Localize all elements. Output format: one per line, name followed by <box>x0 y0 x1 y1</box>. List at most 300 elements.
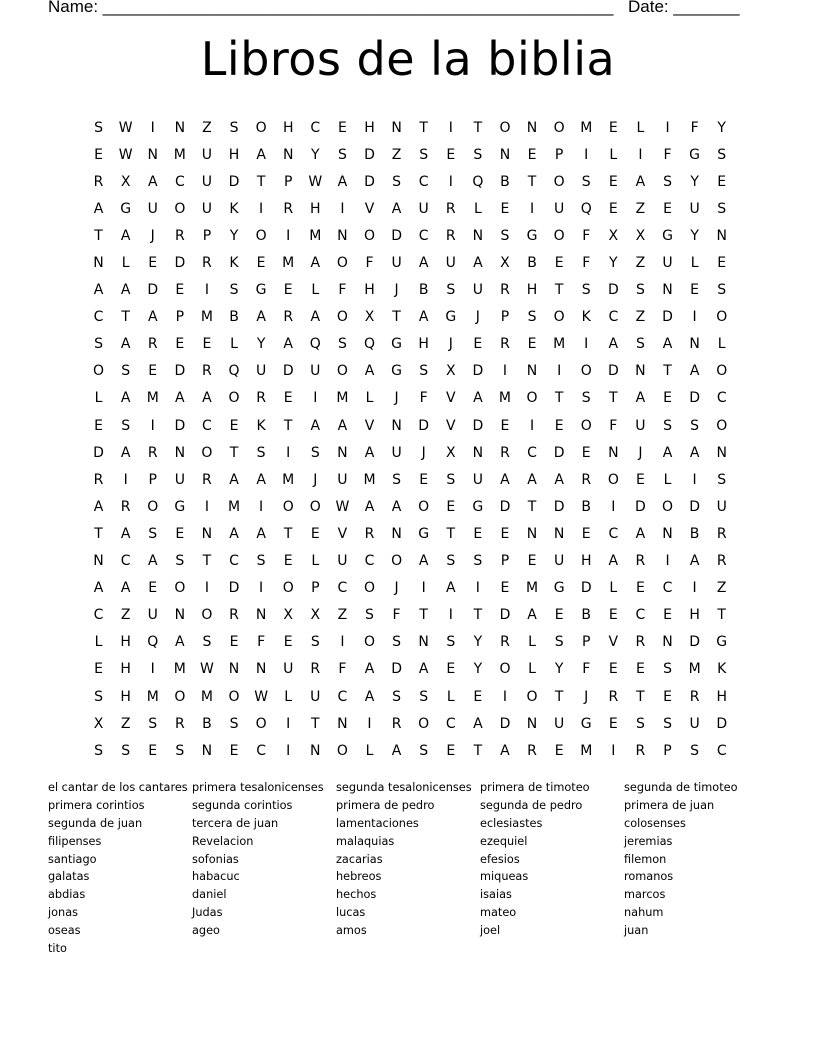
grid-letter: E <box>175 525 185 542</box>
grid-letter: U <box>391 444 402 461</box>
grid-letter: O <box>255 715 267 732</box>
grid-letter: W <box>118 119 133 136</box>
grid-letter: H <box>580 553 592 570</box>
grid-letter: Q <box>472 173 484 190</box>
grid-letter: O <box>580 417 592 434</box>
grid-letter: N <box>201 525 213 542</box>
grid-letter: J <box>475 309 480 326</box>
grid-letter: C <box>337 688 348 705</box>
grid-letter: N <box>662 634 673 651</box>
grid-letter: M <box>173 661 186 678</box>
grid-letter: E <box>310 525 320 542</box>
grid-letter: A <box>364 688 375 705</box>
grid-letter: O <box>174 200 186 217</box>
grid-letter: A <box>662 444 673 461</box>
grid-letter: A <box>93 580 104 597</box>
grid-letter: N <box>526 525 538 542</box>
grid-letter: O <box>716 417 728 434</box>
grid-letter: N <box>716 444 727 461</box>
grid-letter: S <box>94 336 103 353</box>
grid-letter: N <box>499 146 511 163</box>
grid-letter: S <box>663 173 672 190</box>
grid-letter: L <box>528 661 536 678</box>
name-field-label: Name: ______________________________________________________ <box>48 0 614 16</box>
grid-letter: O <box>147 498 159 515</box>
grid-letter: I <box>204 580 209 597</box>
grid-letter: A <box>500 471 510 488</box>
grid-letter: I <box>204 282 209 299</box>
grid-letter: E <box>229 742 239 759</box>
grid-letter: I <box>286 227 291 244</box>
grid-letter: G <box>580 715 592 732</box>
grid-letter: A <box>364 661 375 678</box>
grid-letter: N <box>526 715 538 732</box>
grid-letter: M <box>146 390 159 407</box>
grid-letter: E <box>554 607 564 624</box>
grid-letter: E <box>500 580 510 597</box>
page-title: Libros de la biblia <box>200 32 616 86</box>
grid-letter: I <box>475 580 480 597</box>
grid-letter: E <box>608 173 618 190</box>
grid-letter: T <box>527 498 537 515</box>
grid-letter: E <box>608 200 618 217</box>
grid-letter: S <box>229 119 239 136</box>
grid-letter: E <box>473 336 483 353</box>
grid-letter: R <box>256 390 266 407</box>
grid-letter: U <box>445 255 456 272</box>
grid-letter: A <box>635 173 646 190</box>
grid-letter: O <box>174 580 186 597</box>
word-list-item: daniel <box>192 888 227 902</box>
grid-letter: I <box>150 661 155 678</box>
grid-letter: O <box>553 173 565 190</box>
grid-letter: U <box>472 282 483 299</box>
grid-letter: C <box>202 417 212 434</box>
grid-letter: S <box>717 282 727 299</box>
grid-letter: D <box>716 715 728 732</box>
grid-letter: S <box>690 742 700 759</box>
grid-letter: I <box>448 119 453 136</box>
grid-letter: H <box>689 607 700 624</box>
grid-letter: Y <box>473 661 483 678</box>
grid-letter: S <box>663 417 672 434</box>
grid-letter: E <box>500 525 510 542</box>
grid-letter: M <box>363 471 376 488</box>
word-list-item: primera de juan <box>624 798 715 812</box>
grid-letter: R <box>310 661 321 678</box>
grid-letter: S <box>121 417 131 434</box>
grid-letter: S <box>717 200 727 217</box>
grid-letter: A <box>120 227 131 244</box>
grid-letter: Z <box>716 580 727 597</box>
grid-letter: V <box>445 390 456 407</box>
word-list-item: Revelacion <box>192 834 254 848</box>
grid-letter: E <box>283 282 293 299</box>
grid-letter: Q <box>147 634 159 651</box>
grid-letter: R <box>120 498 131 515</box>
grid-letter: D <box>662 309 673 326</box>
grid-letter: N <box>174 444 186 461</box>
grid-letter: D <box>174 363 186 380</box>
grid-letter: C <box>445 715 456 732</box>
grid-letter: A <box>527 607 537 624</box>
grid-letter: S <box>635 715 645 732</box>
grid-letter: D <box>635 498 646 515</box>
grid-letter: D <box>499 498 511 515</box>
grid-letter: D <box>499 715 511 732</box>
grid-letter: I <box>259 498 264 515</box>
grid-letter: G <box>418 525 430 542</box>
grid-letter: T <box>419 119 428 136</box>
grid-letter: S <box>121 363 131 380</box>
grid-letter: H <box>120 688 131 705</box>
word-list-item: romanos <box>624 870 674 884</box>
grid-letter: I <box>557 363 562 380</box>
grid-letter: B <box>500 173 510 190</box>
grid-letter: A <box>256 471 266 488</box>
grid-letter: X <box>445 444 456 461</box>
grid-letter: O <box>363 634 375 651</box>
grid-letter: T <box>121 309 130 326</box>
grid-letter: A <box>364 498 375 515</box>
grid-letter: A <box>689 363 700 380</box>
grid-letter: N <box>255 607 267 624</box>
grid-letter: D <box>228 173 240 190</box>
grid-letter: S <box>392 173 402 190</box>
grid-letter: U <box>147 607 158 624</box>
grid-letter: P <box>311 580 320 597</box>
grid-letter: W <box>118 146 133 163</box>
grid-letter: D <box>553 444 565 461</box>
grid-letter: E <box>283 390 293 407</box>
grid-letter: E <box>608 661 618 678</box>
header <box>48 0 740 17</box>
grid-letter: M <box>146 688 159 705</box>
grid-letter: E <box>527 553 537 570</box>
grid-letter: E <box>554 255 564 272</box>
grid-letter: O <box>282 498 294 515</box>
grid-letter: P <box>500 553 510 570</box>
grid-letter: O <box>716 363 728 380</box>
grid-letter: D <box>607 363 619 380</box>
word-list-item: Judas <box>192 906 223 920</box>
grid-letter: M <box>200 688 213 705</box>
grid-letter: I <box>286 715 291 732</box>
grid-letter: R <box>391 715 402 732</box>
grid-letter: Y <box>256 336 266 353</box>
grid-letter: N <box>526 363 538 380</box>
grid-letter: A <box>662 336 673 353</box>
word-list-item: primera de pedro <box>336 798 435 812</box>
grid-letter: S <box>581 173 591 190</box>
grid-letter: E <box>527 336 537 353</box>
grid-letter: F <box>365 255 374 272</box>
grid-letter: R <box>500 282 510 299</box>
grid-letter: Z <box>120 715 131 732</box>
grid-letter: J <box>394 282 399 299</box>
grid-letter: S <box>419 146 429 163</box>
grid-letter: T <box>446 525 456 542</box>
grid-letter: N <box>635 363 646 380</box>
grid-letter: S <box>337 146 347 163</box>
grid-letter: Q <box>580 200 592 217</box>
grid-letter: N <box>337 444 348 461</box>
grid-letter: S <box>581 390 591 407</box>
grid-letter: S <box>690 417 700 434</box>
grid-letter: O <box>580 363 592 380</box>
grid-letter: N <box>689 336 700 353</box>
grid-letter: S <box>256 444 266 461</box>
date-field-label: Date: _______ <box>628 0 740 16</box>
grid-letter: A <box>120 336 131 353</box>
grid-letter: E <box>175 336 185 353</box>
word-list-item: marcos <box>624 888 666 902</box>
grid-letter: Y <box>717 119 726 136</box>
grid-letter: M <box>688 661 701 678</box>
grid-letter: F <box>392 607 401 624</box>
grid-letter: T <box>636 688 645 705</box>
grid-letter: C <box>608 309 619 326</box>
grid-letter: E <box>527 146 537 163</box>
grid-letter: R <box>229 607 239 624</box>
grid-letter: O <box>282 580 294 597</box>
grid-letter: I <box>665 119 670 136</box>
grid-letter: L <box>717 336 726 353</box>
word-list-item: primera corintios <box>48 798 145 812</box>
grid-letter: H <box>228 146 240 163</box>
grid-letter: K <box>717 661 727 678</box>
grid-letter: R <box>635 742 646 759</box>
grid-letter: R <box>716 553 727 570</box>
grid-letter: M <box>553 336 566 353</box>
grid-letter: D <box>364 173 375 190</box>
grid-letter: N <box>93 255 104 272</box>
grid-letter: U <box>201 173 213 190</box>
word-list-item: habacuc <box>192 870 240 884</box>
grid-letter: L <box>446 688 455 705</box>
grid-letter: U <box>310 363 321 380</box>
grid-letter: S <box>635 336 645 353</box>
grid-letter: I <box>638 146 643 163</box>
grid-letter: A <box>310 309 321 326</box>
grid-letter: A <box>337 173 348 190</box>
grid-letter: S <box>229 715 239 732</box>
grid-letter: O <box>93 363 105 380</box>
grid-letter: N <box>391 525 402 542</box>
grid-letter: T <box>554 282 564 299</box>
grid-letter: G <box>472 498 484 515</box>
grid-letter: I <box>204 498 209 515</box>
grid-letter: G <box>689 146 701 163</box>
grid-letter: S <box>365 607 374 624</box>
grid-letter: S <box>229 282 239 299</box>
grid-letter: K <box>581 309 591 326</box>
grid-letter: Z <box>337 607 348 624</box>
word-list-item: primera de timoteo <box>480 781 590 794</box>
grid-letter: I <box>502 363 508 380</box>
word-list-item: segunda de juan <box>48 816 143 830</box>
grid-letter: E <box>148 255 158 272</box>
grid-letter: E <box>175 282 185 299</box>
word-list-item: filemon <box>624 852 667 866</box>
grid-letter: J <box>638 444 643 461</box>
grid-letter: N <box>310 742 321 759</box>
grid-letter: U <box>472 471 483 488</box>
grid-letter: S <box>663 661 672 678</box>
grid-letter: K <box>229 255 239 272</box>
grid-letter: A <box>310 417 321 434</box>
grid-letter: F <box>582 661 591 678</box>
grid-letter: I <box>529 200 535 217</box>
grid-letter: D <box>364 146 375 163</box>
grid-letter: R <box>93 173 104 190</box>
grid-letter: N <box>174 607 186 624</box>
grid-letter: A <box>391 498 402 515</box>
grid-letter: L <box>94 634 103 651</box>
word-list-item: oseas <box>48 924 81 938</box>
grid-letter: S <box>446 282 456 299</box>
grid-letter: G <box>716 634 728 651</box>
grid-letter: I <box>150 119 155 136</box>
grid-letter: O <box>228 390 240 407</box>
grid-letter: X <box>283 607 293 624</box>
grid-letter: S <box>392 634 402 651</box>
grid-letter: H <box>364 119 375 136</box>
grid-letter: N <box>608 444 619 461</box>
grid-letter: S <box>527 309 537 326</box>
grid-letter: U <box>635 417 646 434</box>
grid-letter: O <box>363 227 375 244</box>
grid-letter: M <box>173 146 186 163</box>
grid-letter: T <box>283 525 293 542</box>
grid-letter: S <box>717 146 727 163</box>
grid-letter: Q <box>309 336 321 353</box>
grid-letter: A <box>147 309 158 326</box>
grid-letter: D <box>147 282 159 299</box>
grid-letter: Y <box>473 634 483 651</box>
grid-letter: M <box>580 742 593 759</box>
grid-letter: S <box>446 634 456 651</box>
grid-letter: I <box>150 417 155 434</box>
grid-letter: R <box>283 200 294 217</box>
grid-letter: E <box>690 282 700 299</box>
grid-letter: S <box>717 471 727 488</box>
grid-letter: A <box>418 661 429 678</box>
grid-letter: D <box>472 363 484 380</box>
grid-letter: R <box>202 363 212 380</box>
grid-letter: M <box>200 309 213 326</box>
grid-letter: F <box>257 634 266 651</box>
grid-letter: E <box>581 525 591 542</box>
grid-letter: N <box>147 146 158 163</box>
grid-letter: L <box>284 688 293 705</box>
grid-letter: L <box>473 200 482 217</box>
grid-letter: J <box>394 580 399 597</box>
grid-letter: S <box>256 553 266 570</box>
grid-letter: D <box>499 607 511 624</box>
grid-letter: P <box>554 146 564 163</box>
grid-letter: U <box>662 255 673 272</box>
grid-letter: U <box>554 200 565 217</box>
grid-letter: M <box>282 471 295 488</box>
grid-letter: I <box>286 444 291 461</box>
grid-letter: M <box>580 119 593 136</box>
grid-letter: S <box>310 444 320 461</box>
grid-letter: L <box>365 390 374 407</box>
grid-letter: C <box>93 309 104 326</box>
grid-letter: G <box>391 363 402 380</box>
grid-letter: O <box>391 553 403 570</box>
grid-letter: H <box>716 688 727 705</box>
grid-letter: E <box>446 661 456 678</box>
grid-letter: O <box>499 661 511 678</box>
grid-letter: E <box>554 742 564 759</box>
grid-letter: R <box>500 444 510 461</box>
grid-letter: A <box>120 525 131 542</box>
grid-letter: M <box>309 227 322 244</box>
grid-letter: C <box>229 553 239 570</box>
grid-letter: Z <box>120 607 131 624</box>
grid-letter: A <box>120 580 131 597</box>
grid-letter: A <box>391 742 402 759</box>
grid-letter: E <box>608 607 618 624</box>
grid-letter: O <box>336 363 348 380</box>
grid-letter: U <box>554 553 565 570</box>
grid-letter: S <box>121 742 131 759</box>
grid-letter: L <box>94 390 103 407</box>
grid-letter: E <box>581 444 591 461</box>
grid-letter: R <box>147 444 158 461</box>
grid-letter: P <box>500 309 510 326</box>
grid-letter: U <box>391 255 402 272</box>
grid-letter: R <box>527 742 537 759</box>
grid-letter: A <box>202 390 212 407</box>
grid-letter: V <box>608 634 619 651</box>
grid-letter: C <box>256 742 266 759</box>
grid-letter: A <box>689 553 700 570</box>
grid-letter: E <box>635 580 645 597</box>
grid-letter: S <box>148 715 158 732</box>
grid-letter: K <box>256 417 266 434</box>
grid-letter: E <box>94 417 103 434</box>
grid-letter: D <box>228 580 240 597</box>
grid-letter: Z <box>391 146 402 163</box>
word-list-item: el cantar de los cantares <box>48 781 188 794</box>
word-list-item: joel <box>480 924 501 938</box>
word-list-item: colosenses <box>624 816 686 830</box>
grid-letter: U <box>201 146 213 163</box>
grid-letter: N <box>93 553 104 570</box>
grid-letter: U <box>337 471 348 488</box>
grid-letter: P <box>175 309 185 326</box>
grid-letter: E <box>473 688 483 705</box>
grid-letter: N <box>472 444 484 461</box>
grid-letter: D <box>580 580 592 597</box>
grid-letter: J <box>448 336 453 353</box>
grid-letter: E <box>229 634 239 651</box>
grid-letter: L <box>609 146 618 163</box>
word-list-item: lucas <box>336 906 366 920</box>
grid-letter: R <box>635 553 646 570</box>
grid-letter: D <box>282 363 294 380</box>
word-list-item: malaquias <box>336 834 395 848</box>
grid-letter: A <box>147 553 158 570</box>
grid-letter: A <box>608 553 619 570</box>
grid-letter: K <box>229 200 239 217</box>
grid-letter: A <box>229 525 239 542</box>
grid-letter: E <box>717 255 727 272</box>
grid-letter: O <box>201 607 213 624</box>
